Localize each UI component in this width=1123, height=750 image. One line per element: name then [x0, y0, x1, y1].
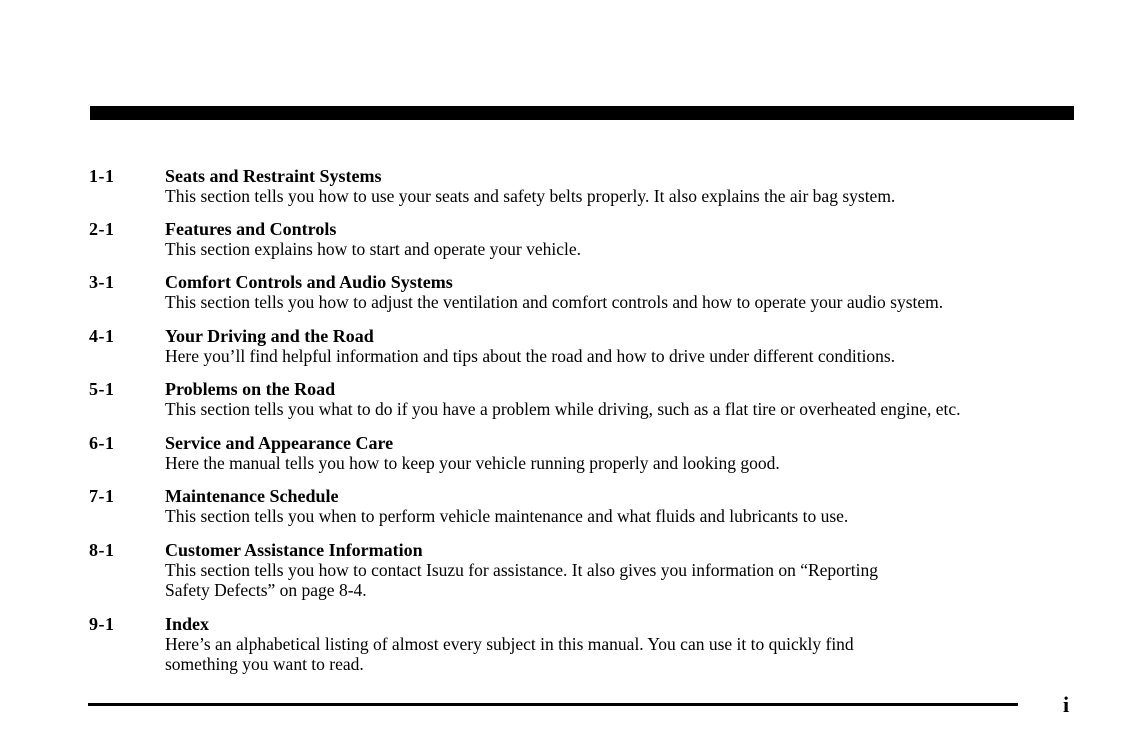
page-ref: 9-1 [89, 614, 115, 634]
entry-title: Your Driving and the Road [165, 326, 374, 346]
entry-body [165, 614, 1065, 674]
entry-description [165, 292, 1065, 312]
description-line: This section tells you what to do if you have a problem while driving, such as a flat tire or overheated engine, etc. [165, 399, 961, 419]
description-line: something you want to read. [165, 654, 364, 674]
entry-body [165, 540, 1065, 600]
entry-description [165, 560, 1065, 600]
entry-body [165, 166, 1065, 206]
bottom-rule [88, 703, 1018, 706]
entry-body [165, 326, 1065, 366]
description-line: Safety Defects” on page 8-4. [165, 580, 367, 600]
description-line: This section tells you how to use your seats and safety belts properly. It also explains the air bag system. [165, 186, 896, 206]
entry-title: Problems on the Road [165, 379, 336, 399]
page-ref: 4-1 [89, 326, 115, 346]
page-ref: 2-1 [89, 219, 115, 239]
entry-title: Seats and Restraint Systems [165, 166, 382, 186]
entry-title: Features and Controls [165, 219, 337, 239]
entry-body [165, 272, 1065, 312]
entry-description [165, 239, 1065, 259]
entry-title: Index [165, 614, 210, 634]
entry-description [165, 186, 1065, 206]
entry-body [165, 486, 1065, 526]
description-line: This section explains how to start and operate your vehicle. [165, 239, 581, 259]
description-line: This section tells you how to adjust the ventilation and comfort controls and how to operate your audio system. [165, 292, 944, 312]
page-ref: 3-1 [89, 272, 115, 292]
page-ref: 8-1 [89, 540, 115, 560]
page-ref: 1-1 [89, 166, 115, 186]
description-line: This section tells you when to perform vehicle maintenance and what fluids and lubricants to use. [165, 506, 849, 526]
entry-title: Service and Appearance Care [165, 433, 394, 453]
entry-description [165, 399, 1065, 419]
entry-title: Comfort Controls and Audio Systems [165, 272, 453, 292]
description-line: Here’s an alphabetical listing of almost every subject in this manual. You can use it to quickly find [165, 634, 854, 654]
top-rule [90, 106, 1074, 120]
entry-body [165, 433, 1065, 473]
entry-title: Maintenance Schedule [165, 486, 339, 506]
page-ref: 6-1 [89, 433, 115, 453]
description-line: Here you’ll find helpful information and tips about the road and how to drive under different conditions. [165, 346, 896, 366]
entry-title: Customer Assistance Information [165, 540, 423, 560]
description-line: This section tells you how to contact Isuzu for assistance. It also gives you information on “Reporting [165, 560, 878, 580]
page-ref: 7-1 [89, 486, 115, 506]
page-number: i [1063, 692, 1070, 717]
entry-description [165, 453, 1065, 473]
entry-description [165, 634, 1065, 674]
entry-body [165, 219, 1065, 259]
entry-description [165, 346, 1065, 366]
page-ref: 5-1 [89, 379, 115, 399]
entry-body [165, 379, 1065, 419]
entry-description [165, 506, 1065, 526]
description-line: Here the manual tells you how to keep your vehicle running properly and looking good. [165, 453, 780, 473]
